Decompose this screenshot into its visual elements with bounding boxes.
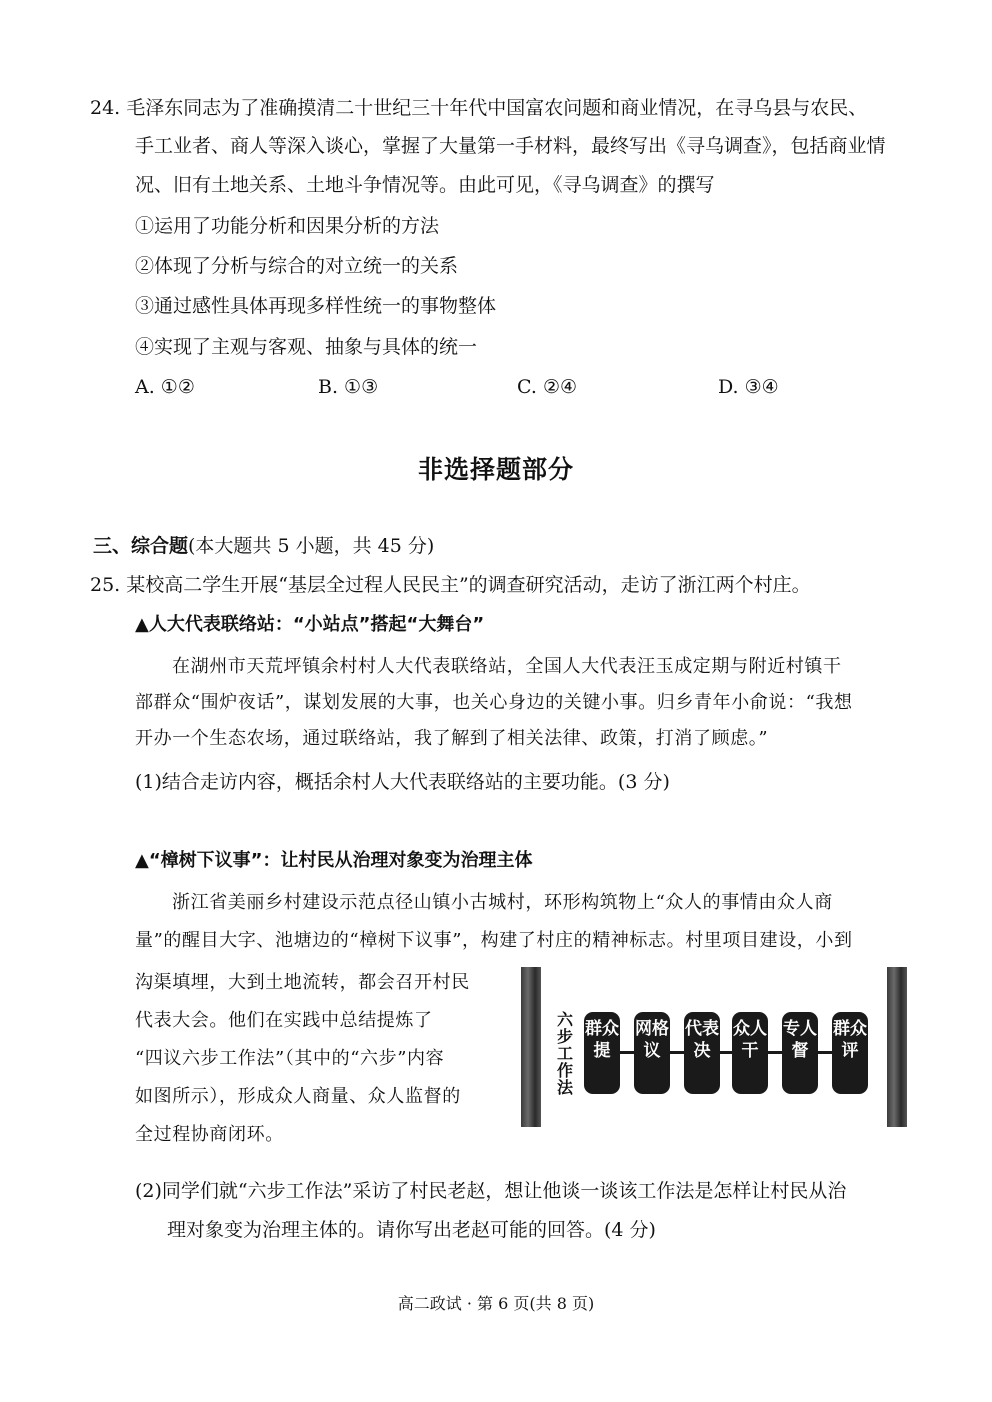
step-connector [620,1051,634,1054]
step-connector [768,1051,782,1054]
q25-intro: 25. 某校高二学生开展“基层全过程人民民主”的调查研究活动，走访了浙江两个村庄。 [90,574,811,596]
page-footer: 高二政试 · 第 6 页(共 8 页) [397,1294,595,1313]
q24-option-c: C. ②④ [517,376,578,398]
q25-sub1-question: (1)结合走访内容，概括余村人大代表联络站的主要功能。(3 分) [135,771,670,793]
q25-sub1-para-3: 开办一个生态农场，通过联络站，我了解到了相关法律、政策，打消了顾虑。” [135,728,769,749]
section-title: 非选择题部分 [417,455,574,484]
q24-item-3: ③通过感性具体再现多样性统一的事物整体 [135,295,497,317]
q24-option-a: A. ①② [135,376,195,398]
q25-sub2-question-1: (2)同学们就“六步工作法”采访了村民老赵，想让他谈一谈该工作法是怎样让村民从治 [135,1180,847,1202]
q25-sub2-short-5: 全过程协商闭环。 [135,1124,284,1145]
step-connector [818,1051,832,1054]
part3-label: 三、综合题 [93,535,189,557]
step-1: 群众提 [584,1012,620,1094]
q25-sub2-para-1: 浙江省美丽乡村建设示范点径山镇小古城村，环形构筑物上“众人的事情由众人商 [172,892,833,913]
q24-line-2: 手工业者、商人等深入谈心，掌握了大量第一手材料，最终写出《寻乌调查》，包括商业情 [135,135,886,157]
step-6: 群众评 [832,1012,868,1094]
q25-sub2-heading: ▲“樟树下议事”：让村民从治理对象变为治理主体 [135,850,533,871]
q25-sub2-short-1: 沟渠填埋，大到土地流转，都会召开村民 [135,972,470,993]
q24-option-b: B. ①③ [318,376,379,398]
q24-line-3: 况、旧有土地关系、土地斗争情况等。由此可见，《寻乌调查》的撰写 [135,174,715,196]
part3-note: (本大题共 5 小题，共 45 分) [188,535,435,557]
step-4: 众人干 [732,1012,768,1094]
q25-sub1-para-2: 部群众“围炉夜话”，谋划发展的大事，也关心身边的关键小事。归乡青年小俞说：“我想 [135,692,853,713]
wooden-post-right [887,967,907,1127]
wooden-post-left [521,967,541,1127]
q24-item-2: ②体现了分析与综合的对立统一的关系 [135,255,459,277]
q25-sub1-heading: ▲人大代表联络站：“小站点”搭起“大舞台” [135,614,485,635]
q25-sub2-question-2: 理对象变为治理主体的。请你写出老赵可能的回答。(4 分) [167,1219,656,1241]
step-3: 代表决 [684,1012,720,1094]
q25-sub2-para-2: 量”的醒目大字、池塘边的“樟树下议事”，构建了村庄的精神标志。村里项目建设，小到 [135,930,853,951]
q25-sub2-short-3: “四议六步工作法”（其中的“六步”内容 [135,1048,445,1069]
step-2: 网格议 [634,1012,670,1094]
part3-heading [93,532,434,560]
q24-item-4: ④实现了主观与客观、抽象与具体的统一 [135,336,478,358]
step-connector [670,1051,684,1054]
q25-sub2-short-4: 如图所示），形成众人商量、众人监督的 [135,1086,461,1107]
q24-option-d: D. ③④ [718,376,779,398]
six-step-figure [521,967,907,1134]
q24-line-1: 24. 毛泽东同志为了准确摸清二十世纪三十年代中国富农问题和商业情况，在寻乌县与农民、 [90,97,868,119]
q25-sub2-short-2: 代表大会。他们在实践中总结提炼了 [135,1010,433,1031]
q25-sub1-para-1: 在湖州市天荒坪镇余村村人大代表联络站，全国人大代表汪玉成定期与附近村镇干 [172,656,842,677]
step-5: 专人督 [782,1012,818,1094]
figure-title: 六步工作法 [556,1010,573,1097]
q24-item-1: ①运用了功能分析和因果分析的方法 [135,215,440,237]
